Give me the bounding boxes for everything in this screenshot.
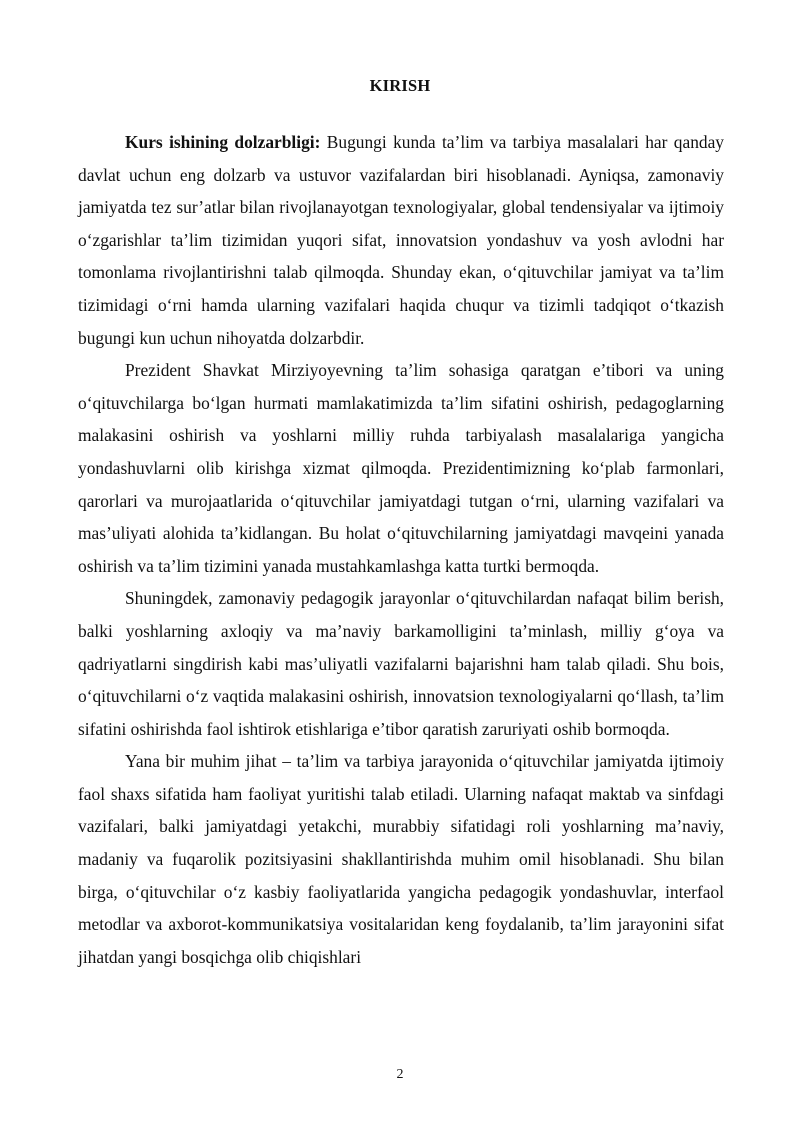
section-title: KIRISH bbox=[369, 76, 431, 95]
body-text bbox=[78, 126, 724, 973]
paragraph-president: Prezident Shavkat Mirziyoyevning ta’lim sohasiga qaratgan e’tibori va uning o‘qituvchilarga bo‘lgan hurmati mamlakatimizda ta’lim sifatini oshirish, pedagoglarning malakasini oshirish va yoshlarni milliy ruhda tarbiyalash masalalariga yangicha yondashuvlarni olib kirishga xizmat qilmoqda. Prezidentimizning ko‘plab farmonlari, qarorlari va murojaatlarida o‘qituvchilar jamiyatdagi tutgan o‘rni, ularning vazifalari va mas’uliyati alohida ta’kidlangan. Bu holat o‘qituvchilarning jamiyatdagi mavqeini yanada oshirish va ta’lim tizimini yanada mustahkamlashga katta turtki bermoqda. bbox=[78, 360, 724, 576]
paragraph-pedagogical-processes: Shuningdek, zamonaviy pedagogik jarayonlar o‘qituvchilardan nafaqat bilim berish, balki yoshlarning axloqiy va ma’naviy barkamolligini ta’minlash, milliy g‘oya va qadriyatlarni singdirish kabi mas’uliyatli vazifalarni bajarishni ham talab qiladi. Shu bois, o‘qituvchilarni o‘z vaqtida malakasini oshirish, innovatsion texnologiyalarni qo‘llash, ta’lim sifatini oshirishda faol ishtirok etishlariga e’tibor qaratish zaruriyati oshib bormoqda. bbox=[78, 588, 724, 739]
paragraph-relevance bbox=[78, 126, 724, 354]
paragraph-text: Bugungi kunda ta’lim va tarbiya masalalari har qanday davlat uchun eng dolzarb va ustuvor vazifalardan biri hisoblanadi. Ayniqsa, zamonaviy jamiyatda tez sur’atlar bilan rivojlanayotgan texnologiyalar, global tendensiyalar va ijtimoiy o‘zgarishlar ta’lim tizimidan yuqori sifat, innovatsion yondashuv va yosh avlodni har tomonlama rivojlantirishni talab qilmoqda. Shunday ekan, o‘qituvchilar jamiyat va ta’lim tizimidagi o‘rni hamda ularning vazifalari haqida chuqur va tizimli tadqiqot o‘tkazish bugungi kun uchun nihoyatda dolzarbdir. bbox=[78, 132, 724, 348]
paragraph-lead-in: Kurs ishining dolzarbligi: bbox=[125, 132, 321, 152]
page-number: 2 bbox=[396, 1067, 404, 1082]
paragraph-social-role: Yana bir muhim jihat – ta’lim va tarbiya jarayonida o‘qituvchilar jamiyatda ijtimoiy faol shaxs sifatida ham faoliyat yuritishi talab etiladi. Ularning nafaqat maktab va sinfdagi vazifalari, balki jamiyatdagi yetakchi, murabbiy sifatidagi roli yoshlarning ma’naviy, madaniy va fuqarolik pozitsiyasini shakllantirishda muhim omil hisoblanadi. Shu bilan birga, o‘qituvchilar o‘z kasbiy faoliyatlarida yangicha pedagogik yondashuvlar, interfaol metodlar va axborot-kommunikatsiya vositalaridan keng foydalanib, ta’lim jarayonini sifat jihatdan yangi bosqichga olib chiqishlari bbox=[78, 751, 724, 967]
